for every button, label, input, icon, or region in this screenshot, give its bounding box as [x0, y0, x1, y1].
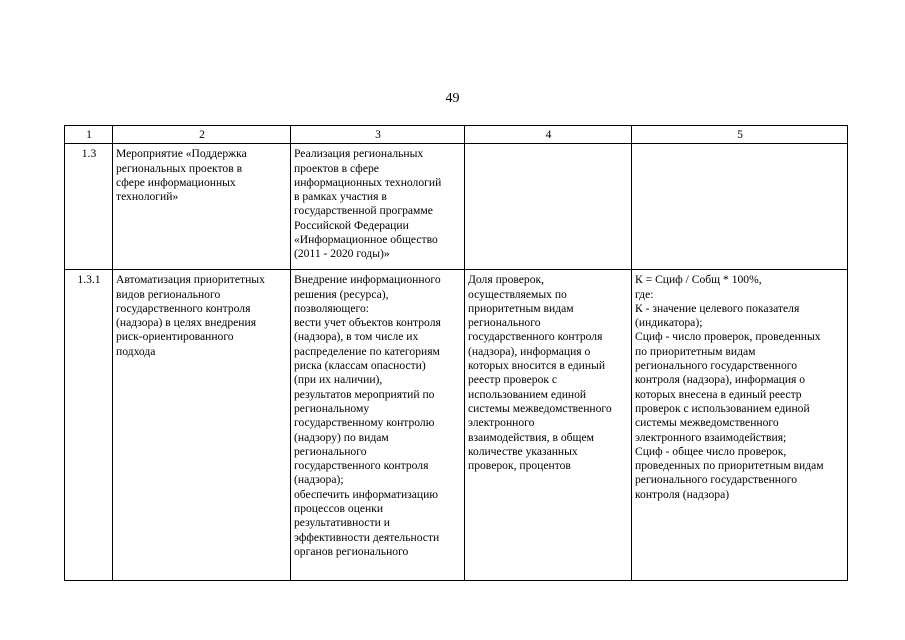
measure-description-cell: Реализация региональных проектов в сфере информационных технологий в рамках участия в государственной программе Российской Федерации «Информационное общество (2011 - 2020 годы)»	[291, 144, 465, 270]
header-cell-2: 2	[113, 126, 291, 144]
row-number-cell: 1.3.1	[65, 270, 113, 581]
table-row	[65, 270, 848, 581]
header-cell-3: 3	[291, 126, 465, 144]
measures-table	[64, 125, 848, 581]
page-number: 49	[445, 91, 460, 106]
table-row	[65, 144, 848, 270]
indicator-cell	[465, 144, 632, 270]
indicator-cell: Доля проверок, осуществляемых по приоритетным видам регионального государственного контроля (надзора), информация о которых вносится в единый реестр проверок с использованием единой системы межведомственного электронного взаимодействия, в общем количестве указанных проверок, процентов	[465, 270, 632, 581]
measure-name-cell: Мероприятие «Поддержка региональных проектов в сфере информационных технологий»	[113, 144, 291, 270]
measure-name-cell: Автоматизация приоритетных видов регионального государственного контроля (надзора) в целях внедрения риск-ориентированного подхода	[113, 270, 291, 581]
header-cell-4: 4	[465, 126, 632, 144]
header-cell-1: 1	[65, 126, 113, 144]
table-header-row	[65, 126, 848, 144]
formula-cell	[632, 144, 848, 270]
header-cell-5: 5	[632, 126, 848, 144]
measure-description-cell: Внедрение информационного решения (ресурса), позволяющего: вести учет объектов контроля (надзора), в том числе их распределение по категориям риска (классам опасности) (при их наличии), результатов мероприятий по региональному государственному контролю (надзору) по видам регионального государственного контроля (надзора); обеспечить информатизацию процессов оценки результативности и эффективности деятельности органов регионального	[291, 270, 465, 581]
row-number-cell: 1.3	[65, 144, 113, 270]
formula-cell: К = Сциф / Собщ * 100%, где: К - значение целевого показателя (индикатора); Сциф - число проверок, проведенных по приоритетным видам регионального государственного контроля (надзора), информация о которых внесена в единый реестр проверок с использованием единой системы межведомственного электронного взаимодействия; Сциф - общее число проверок, проведенных по приоритетным видам регионального государственного контроля (надзора)	[632, 270, 848, 581]
